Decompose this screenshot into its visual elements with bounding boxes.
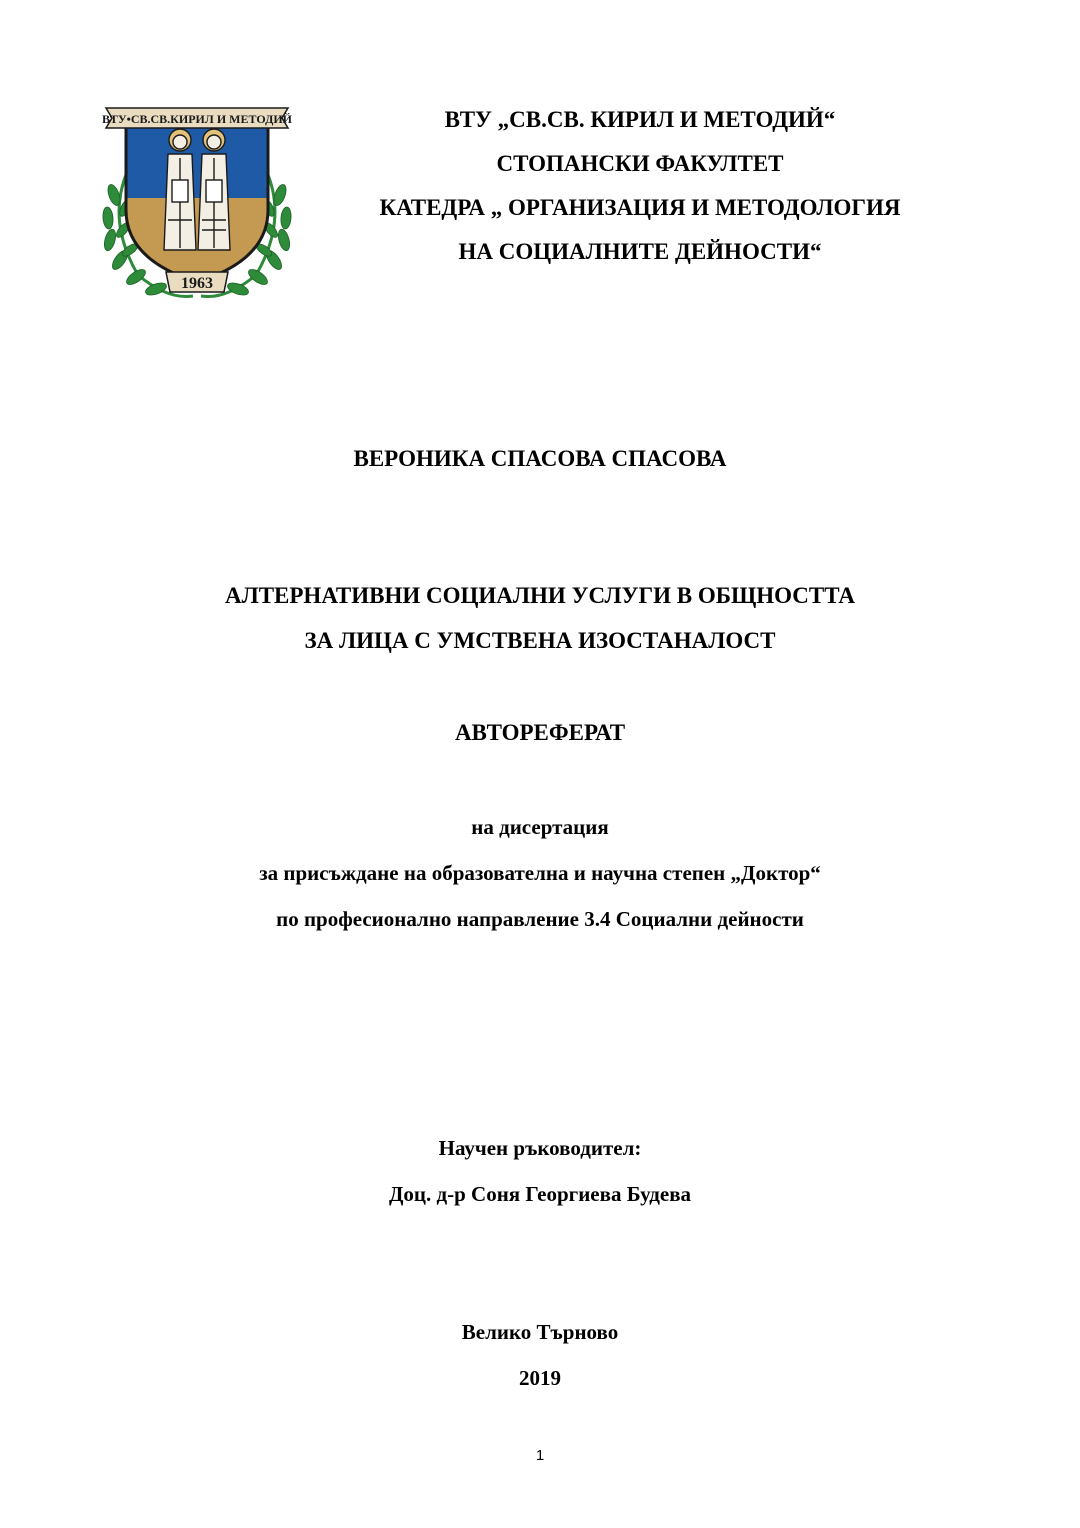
crest-year-text: 1963	[181, 275, 213, 292]
supervisor-label: Научен ръководител:	[438, 1136, 642, 1160]
header-department-line2: НА СОЦИАЛНИТЕ ДЕЙНОСТИ“	[458, 239, 822, 264]
university-crest-icon	[98, 100, 296, 306]
crest-year-ribbon	[166, 272, 228, 292]
place: Велико Търново	[461, 1320, 619, 1344]
crest-banner-text: ВТУ•СВ.СВ.КИРИЛ И МЕТОДИЙ	[101, 112, 293, 126]
document-type: АВТОРЕФЕРАТ	[454, 720, 626, 745]
header-department-line1: КАТЕДРА „ ОРГАНИЗАЦИЯ И МЕТОДОЛОГИЯ	[379, 195, 901, 220]
description-line1: на дисертация	[471, 815, 609, 839]
year: 2019	[519, 1366, 561, 1390]
dissertation-title-line1: АЛТЕРНАТИВНИ СОЦИАЛНИ УСЛУГИ В ОБЩНОСТТА	[224, 583, 856, 608]
supervisor-name: Доц. д-р Соня Георгиева Будева	[388, 1182, 692, 1206]
dissertation-title-line2: ЗА ЛИЦА С УМСТВЕНА ИЗОСТАНАЛОСТ	[304, 628, 776, 653]
page-number: 1	[535, 1447, 545, 1464]
description-line2: за присъждане на образователна и научна степен „Доктор“	[259, 861, 821, 885]
institution-header	[340, 100, 940, 276]
description-line3: по професионално направление 3.4 Социални дейности	[276, 907, 804, 931]
crest-banner	[102, 108, 293, 128]
author-name: ВЕРОНИКА СПАСОВА СПАСОВА	[353, 446, 727, 471]
header-faculty: СТОПАНСКИ ФАКУЛТЕТ	[496, 151, 784, 176]
header-university: ВТУ „СВ.СВ. КИРИЛ И МЕТОДИЙ“	[444, 107, 836, 132]
